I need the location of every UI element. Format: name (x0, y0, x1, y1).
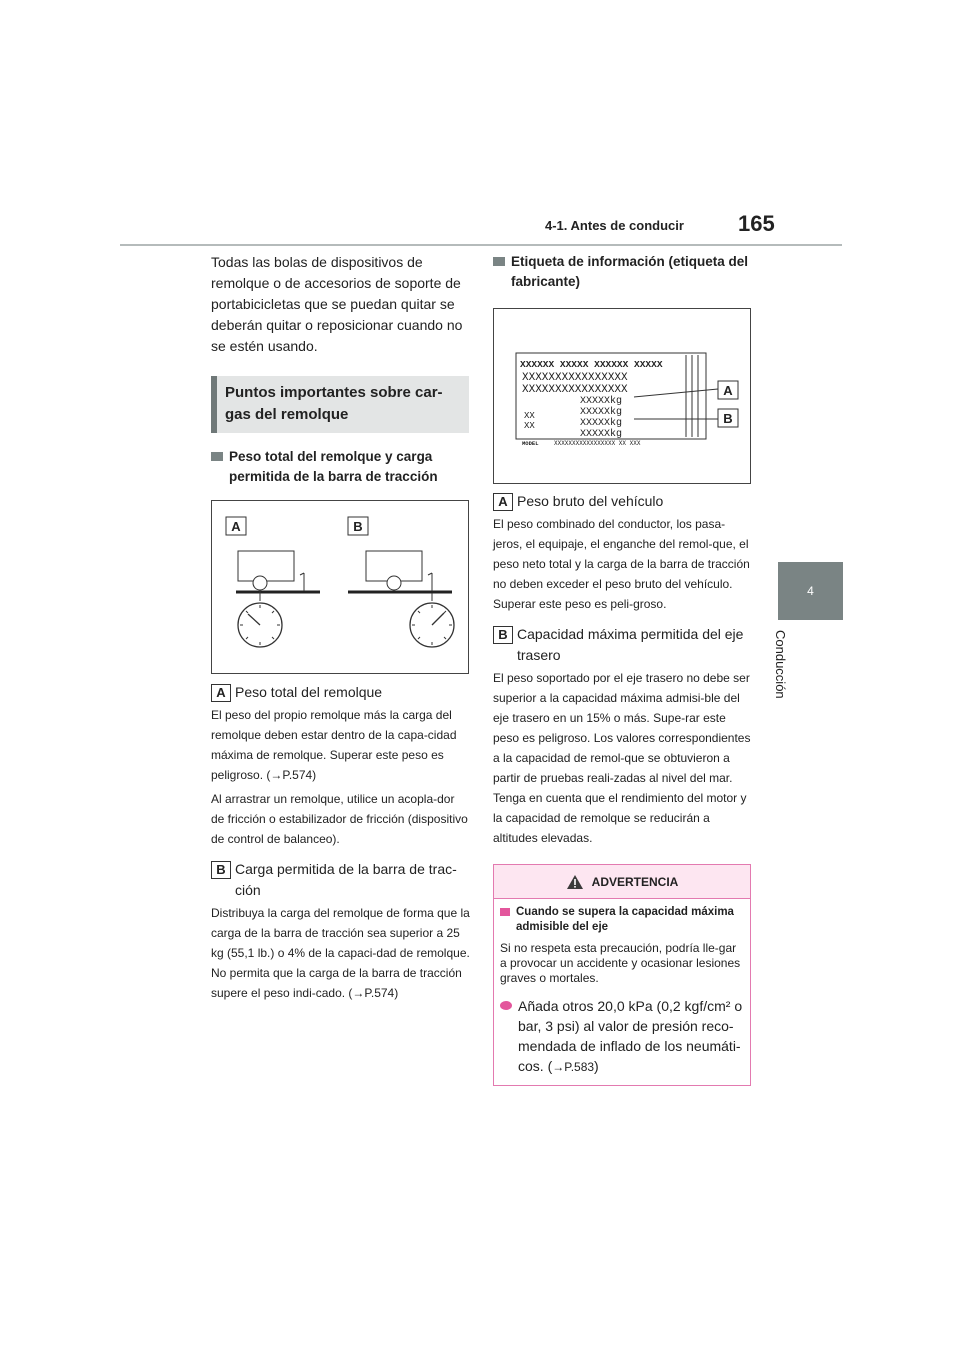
label-model-code: XXXXXXXXXXXXXXXXX XX XXX (554, 440, 641, 447)
item-letter-b: B (493, 626, 513, 644)
round-bullet-icon (500, 1001, 512, 1010)
warning-body (494, 899, 750, 1085)
label-kg: XXXXXkg (580, 429, 623, 440)
paragraph: Al arrastrar un remolque, utilice un acopla-dor de fricción o estabilizador de fricción (dispositivo de control de balanceo). (211, 792, 468, 846)
trailer-a-icon (236, 551, 320, 647)
page-reference-link[interactable]: →P.583 (552, 1060, 595, 1074)
section-title: 4-1. Antes de conducir (545, 218, 684, 233)
label-row: XXXXXX XXXXX XXXXXX XXXXX (520, 359, 663, 370)
left-column (211, 252, 471, 1003)
figure-label-a (226, 517, 246, 535)
warning-subheading (500, 905, 744, 935)
trailer-scale-illustration (212, 501, 468, 673)
label-xx: XX (524, 411, 535, 421)
label-model: MODEL (522, 440, 539, 447)
trailer-b-icon (348, 551, 454, 647)
page-number: 165 (738, 211, 775, 236)
item-letter-a: A (211, 684, 231, 702)
square-bullet-icon (500, 908, 510, 916)
subheading-trailer-weight (211, 447, 471, 487)
warning-box (493, 864, 751, 1086)
warning-bullet-text (518, 996, 744, 1077)
figure-label-a-text: A (231, 519, 241, 534)
manufacturer-label-figure (493, 308, 751, 484)
label-callout-a (718, 381, 738, 399)
right-column (493, 252, 753, 1086)
warning-triangle-icon (566, 874, 584, 890)
paragraph: El peso del propio remolque más la carga del remolque deben estar dentro de la capa-cidad máxima de remolque. Superar este peso es peligroso. (→P.574) (211, 708, 457, 782)
item-letter-b: B (211, 861, 231, 879)
label-kg: XXXXXkg (580, 396, 623, 407)
warning-bullet-close: ) (594, 1058, 599, 1074)
label-row: XXXXXXXXXXXXXXXX (522, 384, 628, 396)
label-kg: XXXXXkg (580, 418, 623, 429)
subheading-text: Etiqueta de información (etiqueta del fabricante) (511, 254, 749, 289)
item-gross-weight (493, 491, 753, 512)
square-bullet-icon (493, 257, 505, 266)
item-drawbar-load (211, 859, 471, 901)
label-callout-b-text: B (723, 411, 733, 426)
chapter-label-text: Conducción (773, 630, 788, 699)
topic-heading: Puntos importantes sobre car-gas del remolque (211, 376, 469, 433)
warning-subheading-text: Cuando se supera la capacidad máxima admisible del eje (516, 906, 734, 933)
label-row: XXXXXXXXXXXXXXXX (522, 372, 628, 384)
warning-title: ADVERTENCIA (591, 874, 679, 889)
item-title: Peso total del remolque (235, 684, 383, 700)
intro-paragraph: Todas las bolas de dispositivos de remolque o de accesorios de soporte de portabicicletas que se puedan quitar se deberán quitar o reposicionar cuando no se estén usando. (211, 254, 463, 354)
figure-label-b-text: B (353, 519, 363, 534)
manufacturer-label-illustration (494, 309, 750, 483)
subheading-text: Peso total del remolque y carga permitida de la barra de tracción (229, 449, 438, 484)
label-kg: XXXXXkg (580, 407, 623, 418)
trailer-weight-figure (211, 500, 469, 674)
label-callout-b (718, 409, 738, 427)
chapter-tab[interactable]: 4 (778, 562, 843, 620)
header-divider (120, 244, 842, 246)
item-title: Capacidad máxima permitida del eje trasero (517, 626, 744, 663)
paragraph: Distribuya la carga del remolque de forma que la carga de la barra de tracción sea superior a 25 kg (55,1 lb.) o 4% de la capaci-dad de remolque. No permita que la carga de la barra de tracción supere el peso indi-cado. (→P.574) (211, 906, 470, 1000)
item-title: Carga permitida de la barra de trac-ción (235, 861, 457, 898)
warning-bullet (500, 996, 744, 1077)
chapter-label (773, 630, 806, 740)
item-trailer-weight (211, 682, 471, 703)
item-rear-axle-capacity (493, 624, 753, 666)
label-xx: XX (524, 421, 535, 431)
paragraph: El peso combinado del conductor, los pasa-jeros, el equipaje, el enganche del remol-que, el peso neto total y la carga de la barra de tracción no deben exceder el peso bruto del vehículo. Superar este peso es peli-groso. (493, 517, 750, 611)
warning-text: Si no respeta esta precaución, podría lle-gar a provocar un accidente y ocasionar lesiones graves o mortales. (500, 941, 741, 985)
item-title: Peso bruto del vehículo (517, 493, 664, 509)
warning-title-bar (494, 865, 750, 899)
warning-bullet-main: Añada otros 20,0 kPa (0,2 kgf/cm² o bar, 3 psi) al valor de presión reco-mendada de inflado de los neumáti-cos. ( (518, 998, 743, 1074)
label-callout-a-text: A (723, 383, 733, 398)
figure-label-b (348, 517, 368, 535)
subheading-info-label (493, 252, 753, 292)
paragraph: El peso soportado por el eje trasero no debe ser superior a la capacidad máxima admisi-ble del eje trasero en un 15% o más. Supe-rar este peso es peligroso. Los valores correspondientes a la capacidad de remol-que se obtuvieron a partir de pruebas reali-zadas al nivel del mar. Tenga en cuenta que el rendimiento del motor y la capacidad de remolque se reducirán a altitudes elevadas. (493, 671, 751, 845)
item-letter-a: A (493, 493, 513, 511)
square-bullet-icon (211, 452, 223, 461)
